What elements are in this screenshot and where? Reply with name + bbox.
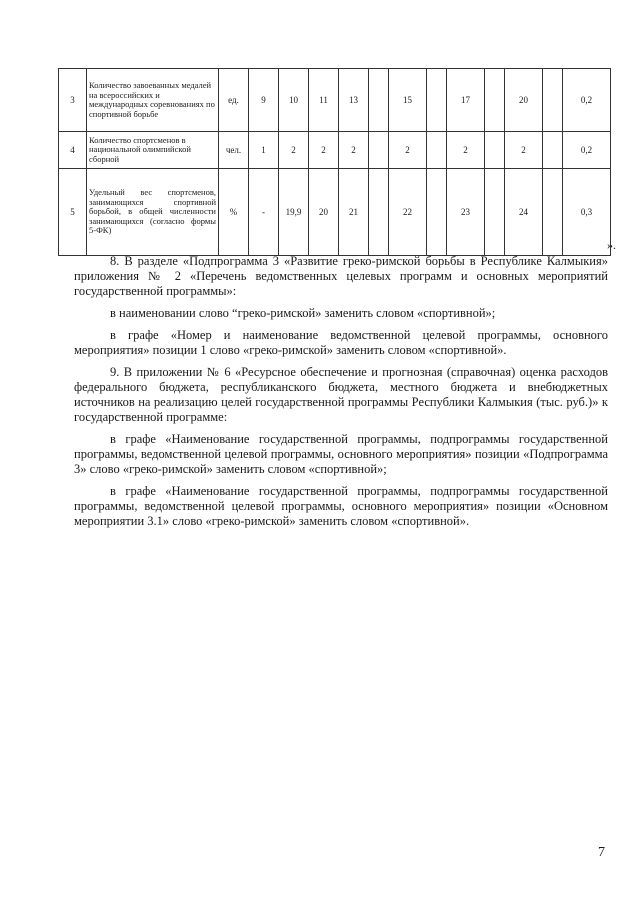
value-cell: 17 [447,69,485,132]
value-cell: 13 [339,69,369,132]
value-cell: 22 [389,169,427,256]
value-cell [369,132,389,169]
value-cell: 20 [309,169,339,256]
value-cell: - [249,169,279,256]
value-cell [543,169,563,256]
value-cell [427,69,447,132]
value-cell: 19,9 [279,169,309,256]
page-number: 7 [598,845,605,860]
value-cell: 2 [339,132,369,169]
paragraph: в графе «Наименование государственной программы, подпрограммы государственной программы, ведомственной целевой программы, основного мероприятия» позиции «Основном мероприятии 3.1» слово «греко-римской» заменить словом «спортивной». [74,484,608,528]
value-cell: 0,2 [563,132,611,169]
table-row [59,69,611,132]
value-cell: 0,3 [563,169,611,256]
row-number: 5 [59,169,87,256]
indicators-table [58,68,611,256]
unit-cell: ед. [219,69,249,132]
value-cell [369,69,389,132]
value-cell: 0,2 [563,69,611,132]
value-cell: 24 [505,169,543,256]
value-cell: 10 [279,69,309,132]
value-cell: 2 [389,132,427,169]
value-cell [485,69,505,132]
paragraph: 9. В приложении № 6 «Ресурсное обеспечение и прогнозная (справочная) оценка расходов федерального бюджета, республиканского бюджета, местного бюджета и внебюджетных источников на реализацию целей государственной программы Республики Калмыкия (тыс. руб.)» к государственной программе: [74,365,608,424]
value-cell [427,169,447,256]
paragraph: в наименовании слово “греко-римской» заменить словом «спортивной»; [110,306,496,320]
value-cell: 20 [505,69,543,132]
value-cell [485,169,505,256]
value-cell [485,132,505,169]
value-cell [369,169,389,256]
value-cell: 23 [447,169,485,256]
table-row [59,169,611,256]
value-cell: 21 [339,169,369,256]
paragraph: в графе «Наименование государственной программы, подпрограммы государственной программы, ведомственной целевой программы, основного мероприятия» позиции «Подпрограмма 3» слово «греко-римской» заменить словом «спортивной»; [74,432,608,476]
unit-cell: % [219,169,249,256]
value-cell [543,132,563,169]
value-cell: 1 [249,132,279,169]
indicator-name: Количество завоеванных медалей на всероссийских и международных соревнованиях по спортивной борьбе [87,69,219,132]
unit-cell: чел. [219,132,249,169]
row-number: 3 [59,69,87,132]
indicator-name: Удельный вес спортсменов, занимающихся спортивной борьбой, в общей численности занимающихся (согласно формы 5-ФК) [87,169,219,256]
value-cell: 2 [309,132,339,169]
paragraph: в графе «Номер и наименование ведомственной целевой программы, основного мероприятия» позиции 1 слово «греко-римской» заменить словом «спортивной». [74,328,608,357]
row-number: 4 [59,132,87,169]
value-cell [427,132,447,169]
paragraph: 8. В разделе «Подпрограмма 3 «Развитие греко-римской борьбы в Республике Калмыкия» приложения № 2 «Перечень ведомственных целевых программ и основных мероприятий государственной программы»: [74,254,608,298]
table-closing-quote: ». [607,238,616,252]
indicator-name: Количество спортсменов в национальной олимпийской сборной [87,132,219,169]
document-body [74,254,608,536]
table-row [59,132,611,169]
value-cell: 2 [279,132,309,169]
value-cell [543,69,563,132]
value-cell: 9 [249,69,279,132]
value-cell: 2 [505,132,543,169]
value-cell: 2 [447,132,485,169]
value-cell: 15 [389,69,427,132]
value-cell: 11 [309,69,339,132]
